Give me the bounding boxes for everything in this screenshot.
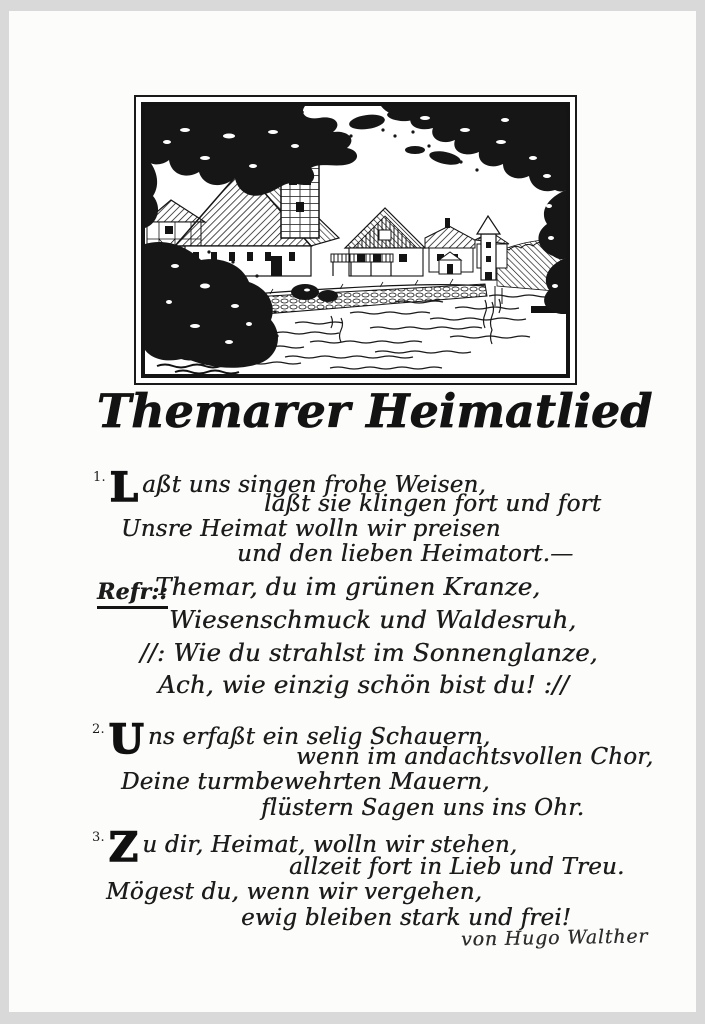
page-title: Themarer Heimatlied [97,384,653,438]
refrain-line-3: //: Wie du strahlst im Sonnenglanze, [140,638,598,667]
verse-2-line-4: flüstern Sagen uns ins Ohr. [261,795,585,821]
verse-1-dropcap: L [109,464,139,511]
village-etching-frame [134,95,577,385]
verse-2-line-3: Deine turmbewehrten Mauern, [121,769,490,795]
etching-svg [145,106,566,374]
verse-1-line-1-text: aßt uns singen frohe Weisen, [142,472,486,498]
village-etching [141,102,570,378]
refrain-line-1: Themar, du im grünen Kranze, [155,572,541,601]
verse-3-dropcap: Z [108,824,139,871]
verse-2-line-1-text: ns erfaßt ein selig Schauern, [147,724,491,750]
document-page [9,11,696,1012]
verse-3-line-1-text: u dir, Heimat, wolln wir stehen, [142,832,518,858]
verse-3-line-4: ewig bleiben stark und frei! [241,905,572,931]
refrain-label: Refr:: [97,579,168,609]
verse-1-number: 1. [93,470,106,485]
verse-1-line-4: und den lieben Heimatort.— [237,541,574,567]
verse-3-number: 3. [92,830,105,845]
refrain-line-4: Ach, wie einzig schön bist du! :// [158,670,569,699]
verse-2-dropcap: U [108,716,144,763]
verse-3-line-2: allzeit fort in Lieb und Treu. [289,854,625,880]
verse-2-line-2: wenn im andachtsvollen Chor, [296,744,654,770]
verse-1-line-2: laßt sie klingen fort und fort [264,491,602,517]
verse-3-line-3: Mögest du, wenn wir vergehen, [106,879,483,905]
verse-2-number: 2. [92,722,105,737]
verse-1-line-3: Unsre Heimat wolln wir preisen [121,516,501,542]
author-attribution: von Hugo Walther [460,925,649,951]
refrain-line-2: Wiesenschmuck und Waldesruh, [169,605,577,634]
